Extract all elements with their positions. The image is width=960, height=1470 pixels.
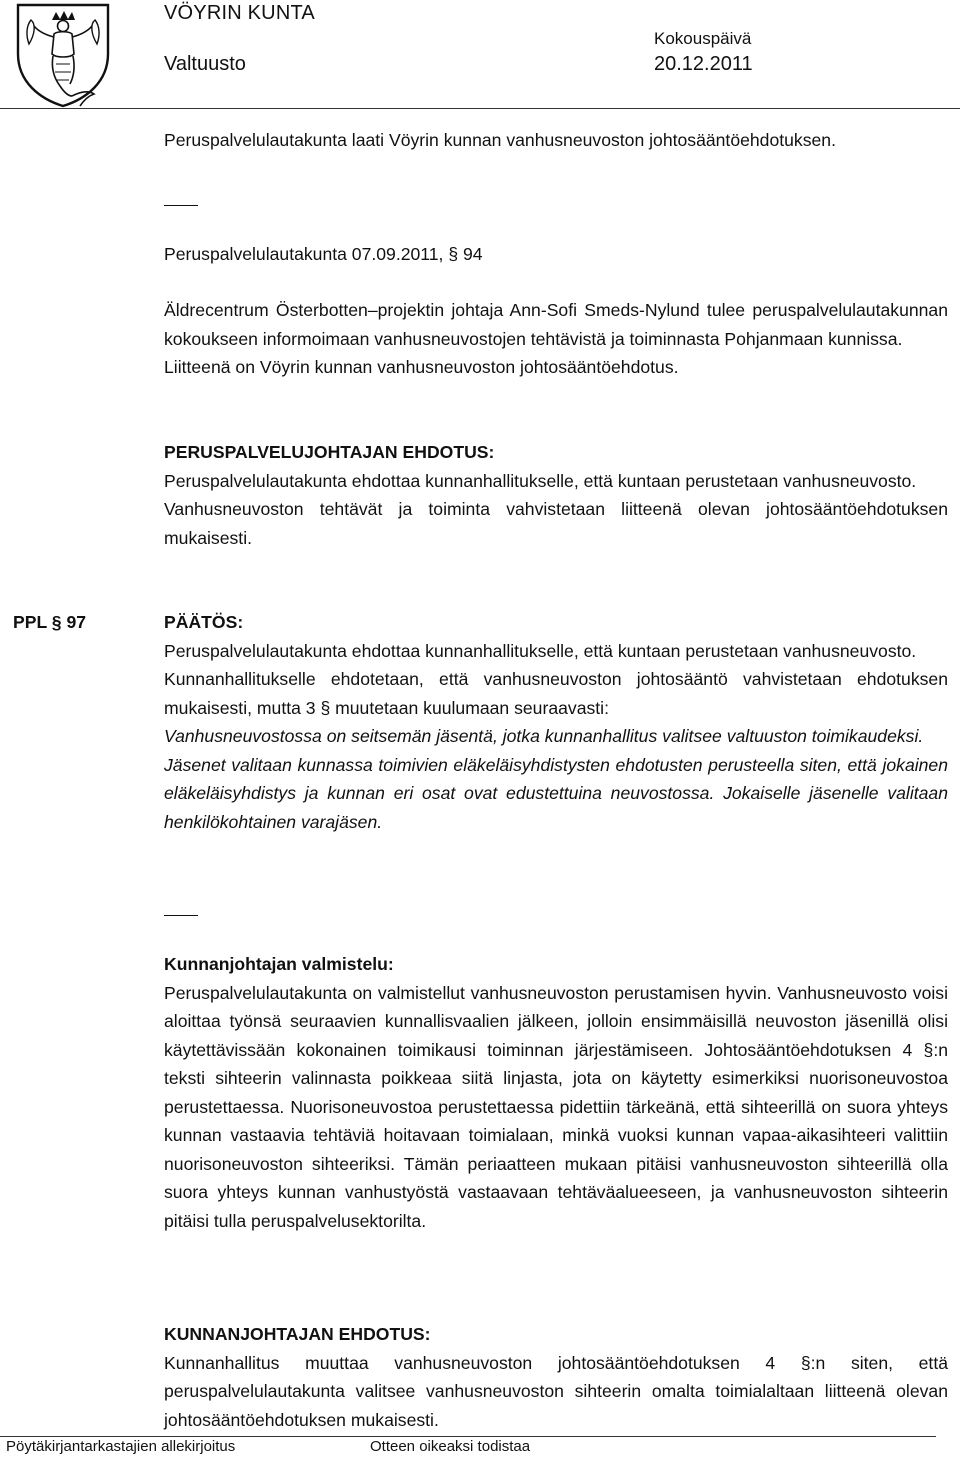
footer-divider [0, 1436, 936, 1437]
reference-section [164, 240, 948, 269]
manager-prep-heading: Kunnanjohtajan valmistelu: [164, 954, 394, 974]
header-divider [0, 108, 960, 109]
intro-paragraph: Peruspalvelulautakunta laati Vöyrin kunnan vanhusneuvoston johtosääntöehdotuksen. [164, 130, 836, 150]
decision-amendment-2: Jäsenet valitaan kunnassa toimivien eläkeläisyhdistysten ehdotusten perusteella siten, että jokainen eläkeläisyhdistys ja kunnan eri osat ovat edustettuina neuvostossa. Jokaiselle jäsenelle valitaan henkilökohtainen varajäsen. [164, 754, 948, 832]
manager-proposal-heading: KUNNANJOHTAJAN EHDOTUS: [164, 1324, 431, 1344]
meeting-date: 20.12.2011 [654, 53, 753, 75]
proposal-paragraph-2: Vanhusneuvoston tehtävät ja toiminta vahvistetaan liitteenä olevan johtosääntöehdotuksen mukaisesti. [164, 499, 948, 548]
municipal-coat-of-arms-icon [4, 2, 122, 108]
footer-certification-label: Otteen oikeaksi todistaa [370, 1438, 531, 1455]
attachment-note: Liitteenä on Vöyrin kunnan vanhusneuvoston johtosääntöehdotus. [164, 357, 679, 377]
proposal-section [164, 438, 948, 552]
background-section [164, 296, 948, 382]
section-number-label: PPL § 97 [13, 612, 87, 632]
proposal-paragraph-1: Peruspalvelulautakunta ehdottaa kunnanhallitukselle, että kuntaan perustetaan vanhusneuvosto. [164, 470, 917, 491]
separator-1 [164, 205, 948, 206]
decision-section [164, 608, 948, 836]
meeting-date-label: Kokouspäivä [654, 29, 752, 48]
municipality-name: VÖYRIN KUNTA [164, 2, 315, 24]
manager-prep-section [164, 950, 948, 1235]
proposal-heading: PERUSPALVELUJOHTAJAN EHDOTUS: [164, 442, 495, 462]
background-paragraph: Äldrecentrum Österbotten–projektin johtaja Ann-Sofi Smeds-Nylund tulee peruspalvelulautakunnan kokoukseen informoimaan vanhusneuvostojen tehtävistä ja toiminnasta Pohjanmaan kunnissa. [164, 300, 948, 349]
decision-paragraph-2: Kunnanhallitukselle ehdotetaan, että vanhusneuvoston johtosääntö vahvistetaan ehdotuksen mukaisesti, mutta 3 § muutetaan kuulumaan seuraavasti: [164, 669, 948, 718]
intro-section [164, 126, 948, 155]
reference-line: Peruspalvelulautakunta 07.09.2011, § 94 [164, 244, 483, 264]
manager-proposal-section [164, 1320, 948, 1434]
separator-2 [164, 915, 948, 916]
manager-proposal-paragraph: Kunnanhallitus muuttaa vanhusneuvoston johtosääntöehdotuksen 4 §:n siten, että peruspalvelulautakunta valitsee vanhusneuvoston sihteerin omalta toimialaltaan liitteenä olevan johtosääntöehdotuksen mukaisesti. [164, 1352, 948, 1430]
manager-prep-paragraph: Peruspalvelulautakunta on valmistellut vanhusneuvoston perustamisen hyvin. Vanhusneuvosto voisi aloittaa työnsä seuraavien kunnallisvaalien jälkeen, jolloin ensimmäisillä neuvoston jäsenillä olisi käytettävissään kokonainen toimikausi toiminnan järjestämiseen. Johtosääntöehdotuksen 4 §:n teksti sihteerin valinnasta poikkeaa siitä linjasta, jota on käytetty esimerkiksi nuorisoneuvostoa perustettaessa. Nuorisoneuvostoa perustettaessa pidettiin tärkeänä, että sihteerillä on suora yhteys kunnan vastaavia tehtäviä hoitavaan toimialaan, minkä vuoksi kunnan vapaa-aikasihteeri valittiin nuorisoneuvoston sihteeriksi. Tämän periaatteen mukaan pitäisi vanhusneuvoston sihteerillä olla suora yhteys kunnan vanhustyöstä vastaavaan tehtäväalueeseen, ja vanhusneuvoston sihteerin pitäisi tulla peruspalvelusektorilta. [164, 982, 948, 1231]
footer-signature-label: Pöytäkirjantarkastajien allekirjoitus [6, 1438, 236, 1455]
document-header [0, 0, 960, 112]
decision-amendment-1: Vanhusneuvostossa on seitsemän jäsentä, jotka kunnanhallitus valitsee valtuuston toimikaudeksi. [164, 726, 924, 746]
decision-heading: PÄÄTÖS: [164, 612, 244, 632]
body-name: Valtuusto [164, 53, 246, 75]
decision-paragraph-1: Peruspalvelulautakunta ehdottaa kunnanhallitukselle, että kuntaan perustetaan vanhusneuvosto. [164, 640, 917, 661]
